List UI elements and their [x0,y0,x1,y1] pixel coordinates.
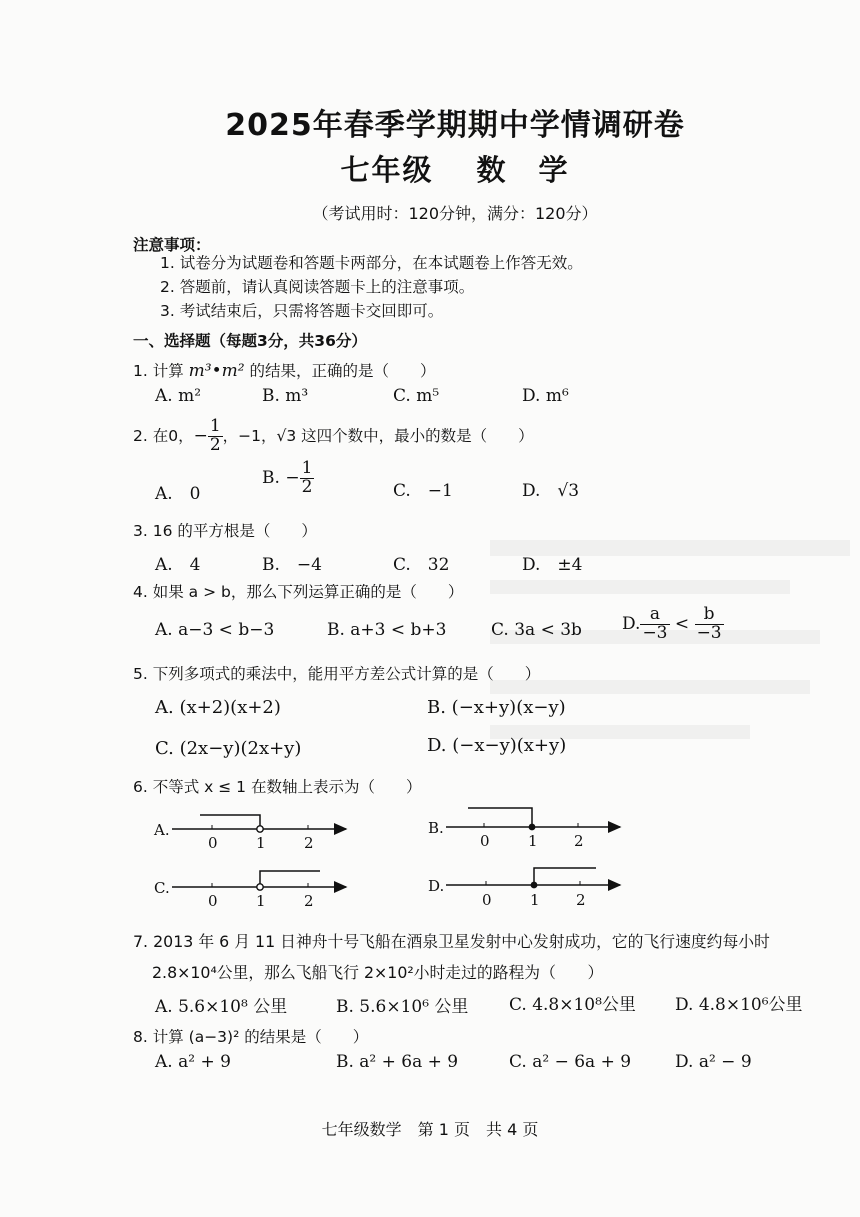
question-5: 5. 下列多项式的乘法中，能用平方差公式计算的是（ ） [133,665,541,683]
q3-option-c: C. 32 [393,555,450,575]
q6-ticklabel-d0: 0 [482,891,492,909]
question-3: 3. 16 的平方根是（ ） [133,522,317,540]
page-footer: 七年级数学 第 1 页 共 4 页 [321,1120,539,1139]
q7-option-b: B. 5.6×10⁶ 公里 [336,997,469,1017]
q6-range-d [534,868,596,885]
notice-item-2: 2. 答题前，请认真阅读答题卡上的注意事项。 [160,278,475,296]
question-2: 2. 在0，− $\frac{1}{2}$ ，−1，√3 这四个数中，最小的数是（ ） [133,416,534,455]
notice-heading: 注意事项： [133,236,211,254]
q8-option-c: C. a² − 6a + 9 [509,1052,632,1072]
q1-option-a: A. m² [155,386,202,406]
q3-option-d: D. ±4 [522,555,583,575]
q6-label-c: C. [154,879,170,897]
q4-option-c: C. 3a < 3b [491,620,582,640]
q4-option-a: A. a−3 < b−3 [155,620,275,640]
question-7-line-2: 2.8×10⁴公里，那么飞船飞行 2×10²小时走过的路程为（ ） [152,963,604,982]
q2-option-b: B. − $\frac{1}{2}$ [262,458,313,497]
q7-option-c: C. 4.8×10⁸公里 [509,995,636,1015]
q6-range-b [468,808,532,827]
q6-range-a [200,815,260,829]
question-7-line-1: 7. 2013 年 6 月 11 日神舟十号飞船在酒泉卫星发射中心发射成功，它的飞行速度约每小时 [133,932,770,951]
q6-ticklabel-c2: 2 [304,892,314,910]
question-6: 6. 不等式 x ≤ 1 在数轴上表示为（ ） [133,778,422,796]
notice-item-1: 1. 试卷分为试题卷和答题卡两部分，在本试题卷上作答无效。 [160,254,583,272]
q5-option-b: B. (−x+y)(x−y) [427,697,566,718]
q6-range-c [260,871,320,887]
q6-label-b: B. [428,819,444,837]
q5-option-d: D. (−x−y)(x+y) [427,735,567,756]
exam-info: （考试用时：120分钟，满分：120分） [312,204,598,223]
question-1: 1. 计算 m³•m² 的结果，正确的是（ ） [133,361,436,381]
q6-ticklabel-c1: 1 [256,892,266,910]
q2-option-c: C. −1 [393,481,453,501]
section-heading: 一、选择题（每题3分，共36分） [133,332,367,350]
q7-option-a: A. 5.6×10⁸ 公里 [155,997,288,1017]
q4-option-d: D. $\frac{a}{-3}$ < $\frac{b}{-3}$ [622,604,722,643]
q1-option-d: D. m⁶ [522,386,569,406]
q6-ticklabel-a0: 0 [208,834,218,852]
q5-option-c: C. (2x−y)(2x+y) [155,738,302,759]
q6-ticklabel-c0: 0 [208,892,218,910]
q6-point-a [257,826,263,832]
q6-label-a: A. [154,821,170,839]
page-title: 2025年春季学期期中学情调研卷 [225,108,685,143]
q6-point-c [257,884,263,890]
q2-option-d: D. √3 [522,481,580,501]
q6-ticklabel-b2: 2 [574,832,584,850]
question-4: 4. 如果 a > b，那么下列运算正确的是（ ） [133,583,464,601]
q6-point-b [529,824,536,831]
q6-label-d: D. [428,877,445,895]
q4-option-b: B. a+3 < b+3 [327,620,447,640]
page-subtitle: 七年级 数 学 [340,153,570,187]
q8-option-a: A. a² + 9 [155,1052,231,1072]
q6-point-d [531,882,538,889]
question-8: 8. 计算 (a−3)² 的结果是（ ） [133,1028,369,1046]
notice-item-3: 3. 考试结束后，只需将答题卡交回即可。 [160,302,444,320]
q6-ticklabel-b1: 1 [528,832,538,850]
q2-option-a: A. 0 [155,484,201,504]
q6-ticklabel-d2: 2 [576,891,586,909]
q6-ticklabel-d1: 1 [530,891,540,909]
q7-option-d: D. 4.8×10⁶公里 [675,995,803,1015]
q6-ticklabel-a1: 1 [256,834,266,852]
q1-option-c: C. m⁵ [393,386,440,406]
number-line-options [150,805,630,915]
q5-option-a: A. (x+2)(x+2) [155,697,281,718]
q1-option-b: B. m³ [262,386,309,406]
q6-ticklabel-a2: 2 [304,834,314,852]
q6-ticklabel-b0: 0 [480,832,490,850]
q3-option-b: B. −4 [262,555,322,575]
q8-option-d: D. a² − 9 [675,1052,752,1072]
q3-option-a: A. 4 [155,555,201,575]
q8-option-b: B. a² + 6a + 9 [336,1052,459,1072]
